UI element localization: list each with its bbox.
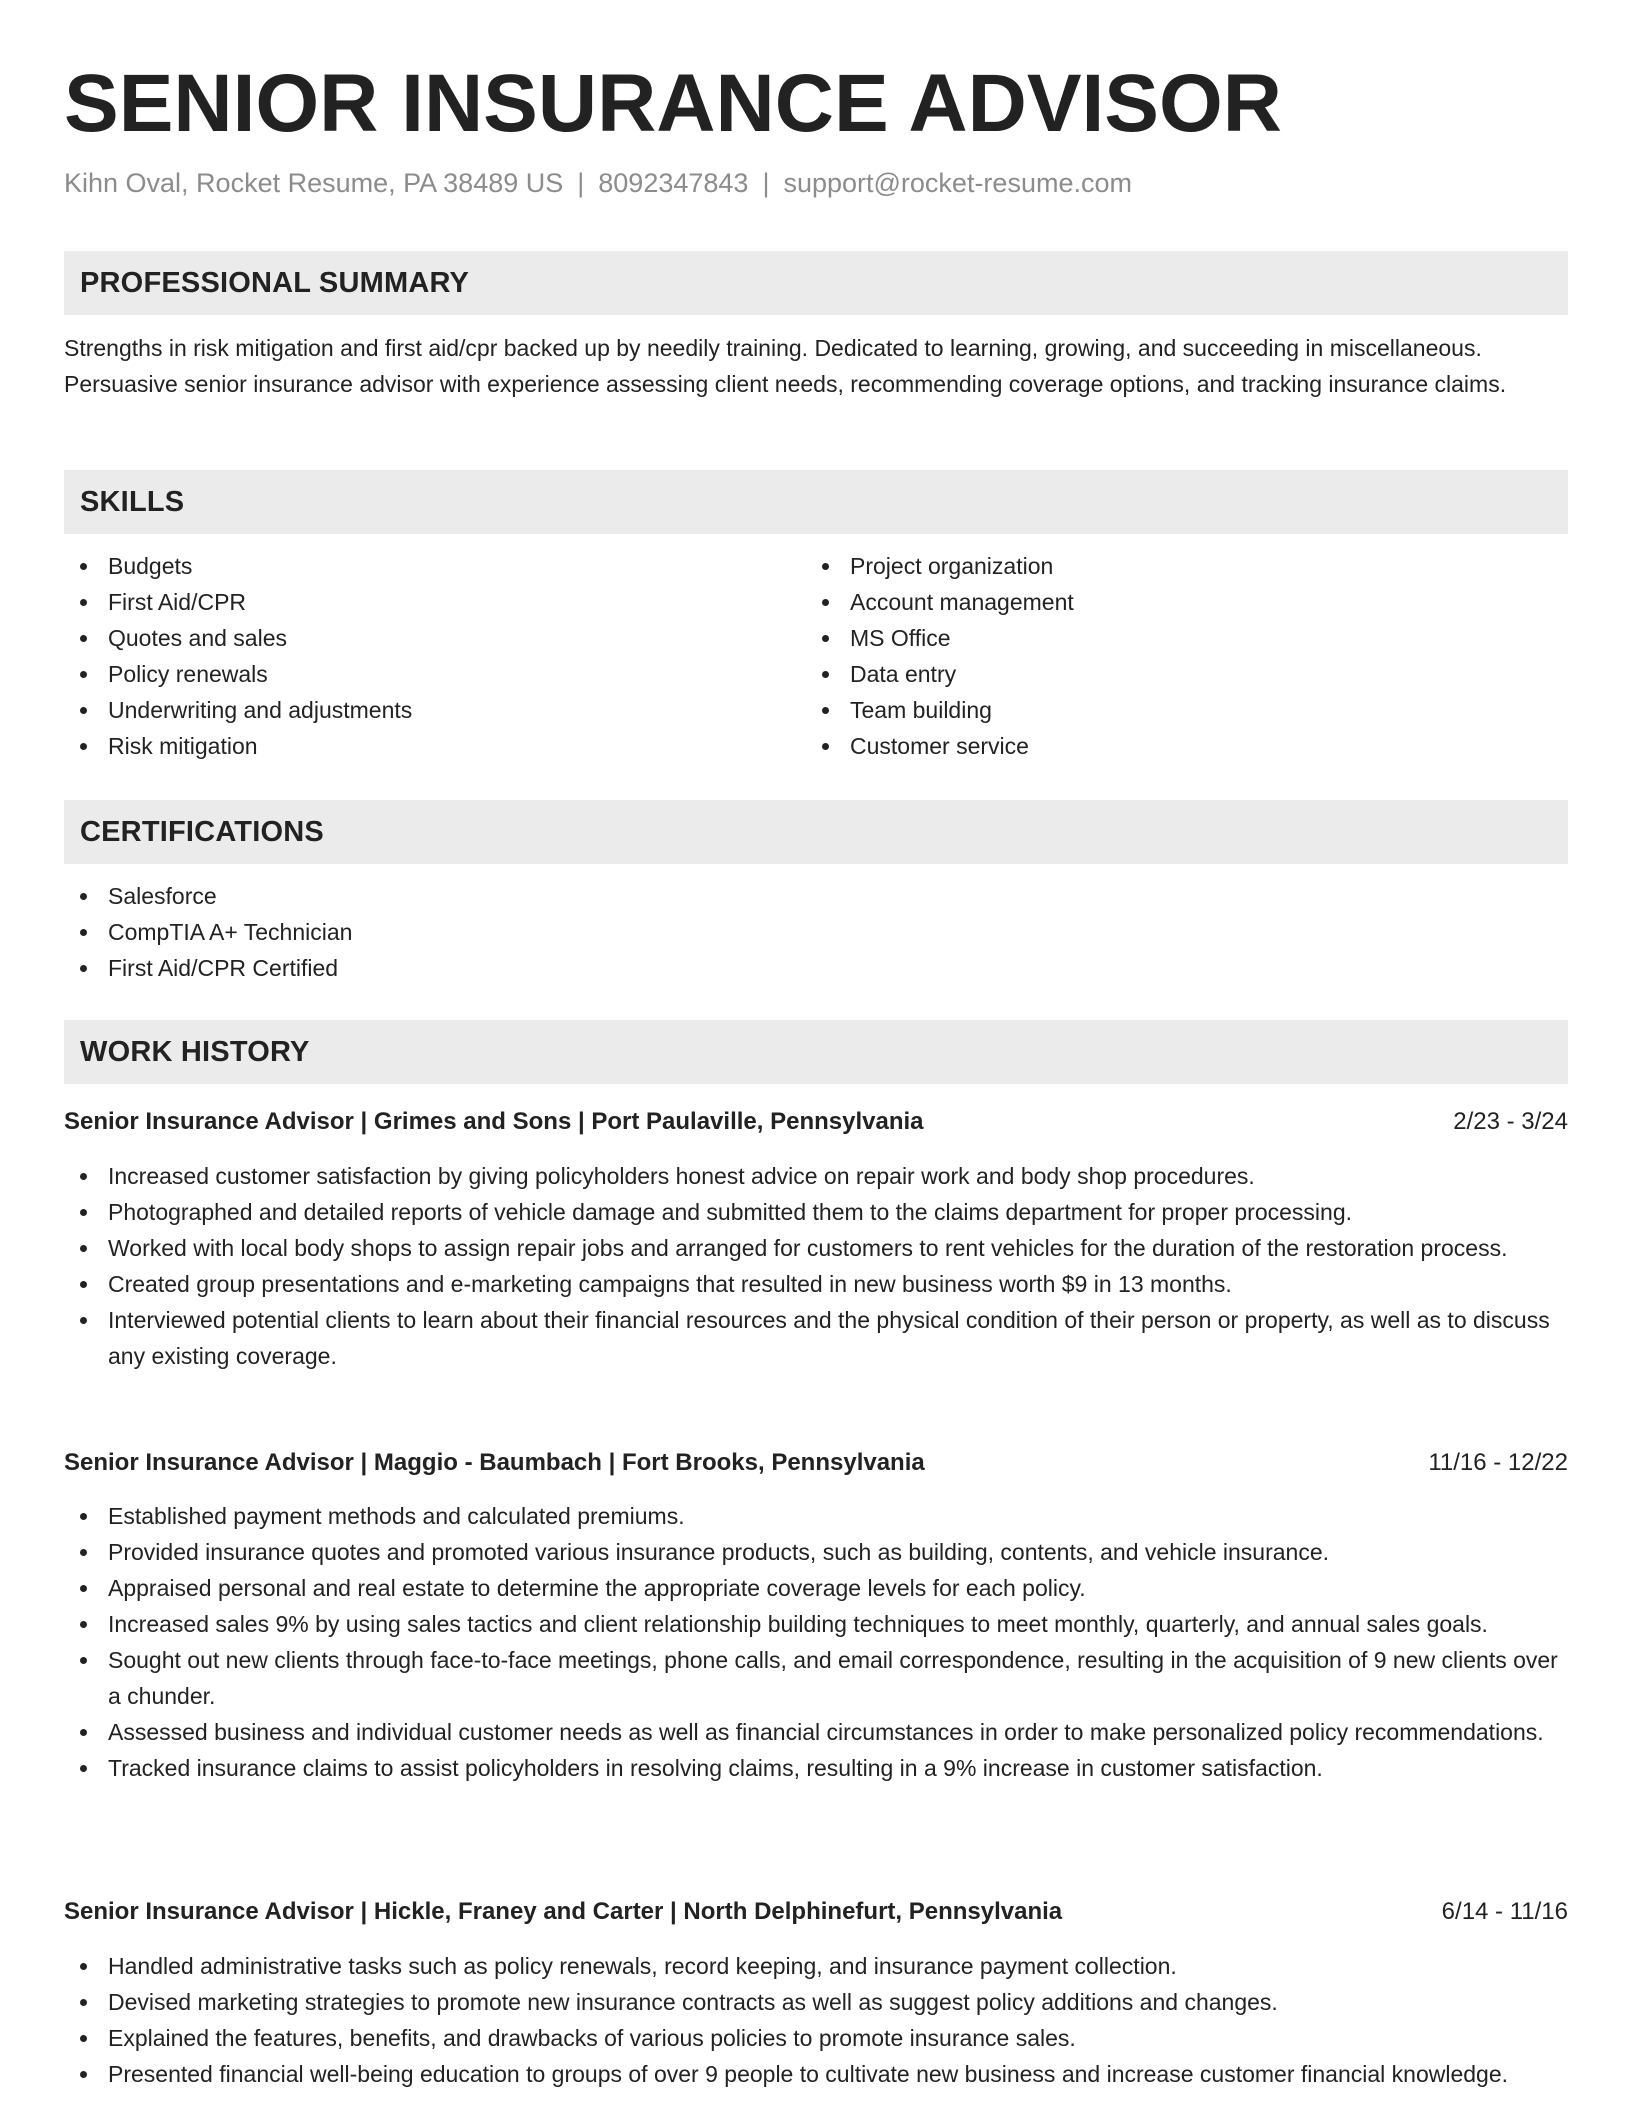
job-bullet: Sought out new clients through face-to-face meetings, phone calls, and email correspondence, resulting in the acquisition of 9 new clients over a chunder.	[64, 1642, 1568, 1714]
skills-column-left	[64, 548, 804, 764]
skill-item: Account management	[806, 584, 1546, 620]
skill-item: First Aid/CPR	[64, 584, 804, 620]
summary-text: Strengths in risk mitigation and first aid/cpr backed up by needily training. Dedicated to learning, growing, and succeeding in miscellaneous. Persuasive senior insurance advisor with experience assessing client needs, recommending coverage options, and tracking insurance claims.	[64, 335, 1507, 397]
contact-separator: |	[577, 168, 585, 198]
job-bullet: Interviewed potential clients to learn about their financial resources and the physical condition of their person or property, as well as to discuss any existing coverage.	[64, 1302, 1568, 1374]
certifications-list	[64, 878, 1568, 986]
job-bullet: Photographed and detailed reports of vehicle damage and submitted them to the claims department for proper processing.	[64, 1194, 1568, 1230]
contact-address: Kihn Oval, Rocket Resume, PA 38489 US	[64, 168, 564, 198]
skill-item: Project organization	[806, 548, 1546, 584]
job-bullet: Increased customer satisfaction by giving policyholders honest advice on repair work and body shop procedures.	[64, 1158, 1568, 1194]
section-header-work-history: WORK HISTORY	[64, 1020, 1568, 1084]
job-bullet: Explained the features, benefits, and drawbacks of various policies to promote insurance sales.	[64, 2020, 1568, 2056]
contact-phone: 8092347843	[598, 168, 749, 198]
job-bullet: Assessed business and individual customer needs as well as financial circumstances in order to make personalized policy recommendations.	[64, 1714, 1568, 1750]
contact-separator: |	[762, 168, 770, 198]
job-header	[64, 1445, 1568, 1481]
skill-item: Team building	[806, 692, 1546, 728]
certification-item: CompTIA A+ Technician	[64, 914, 1568, 950]
job-dates: 6/14 - 11/16	[1441, 1898, 1568, 1925]
job-dates: 2/23 - 3/24	[1453, 1108, 1568, 1135]
certification-item: First Aid/CPR Certified	[64, 950, 1568, 986]
job-bullet: Tracked insurance claims to assist policyholders in resolving claims, resulting in a 9% increase in customer satisfaction.	[64, 1750, 1568, 1786]
job-title: Senior Insurance Advisor | Maggio - Baumbach | Fort Brooks, Pennsylvania	[64, 1449, 925, 1476]
job-dates: 11/16 - 12/22	[1428, 1449, 1568, 1476]
job-title: Senior Insurance Advisor | Grimes and Sons | Port Paulaville, Pennsylvania	[64, 1108, 924, 1135]
job-bullets	[64, 1498, 1568, 1786]
job-bullet: Devised marketing strategies to promote new insurance contracts as well as suggest policy additions and changes.	[64, 1984, 1568, 2020]
section-header-skills: SKILLS	[64, 470, 1568, 534]
job-header	[64, 1104, 1568, 1140]
skill-item: Customer service	[806, 728, 1546, 764]
contact-email: support@rocket-resume.com	[783, 168, 1132, 198]
skill-item: MS Office	[806, 620, 1546, 656]
job-bullet: Worked with local body shops to assign repair jobs and arranged for customers to rent vehicles for the duration of the restoration process.	[64, 1230, 1568, 1266]
certification-item: Salesforce	[64, 878, 1568, 914]
job-bullet: Handled administrative tasks such as policy renewals, record keeping, and insurance payment collection.	[64, 1948, 1568, 1984]
skill-item: Data entry	[806, 656, 1546, 692]
section-header-summary: PROFESSIONAL SUMMARY	[64, 251, 1568, 315]
candidate-name: SENIOR INSURANCE ADVISOR	[64, 58, 1282, 149]
skill-item: Budgets	[64, 548, 804, 584]
job-bullet: Increased sales 9% by using sales tactics and client relationship building techniques to meet monthly, quarterly, and annual sales goals.	[64, 1606, 1568, 1642]
job-bullet: Established payment methods and calculated premiums.	[64, 1498, 1568, 1534]
job-title: Senior Insurance Advisor | Hickle, Franey and Carter | North Delphinefurt, Pennsylvania	[64, 1898, 1063, 1925]
section-header-certifications: CERTIFICATIONS	[64, 800, 1568, 864]
job-bullet: Appraised personal and real estate to determine the appropriate coverage levels for each policy.	[64, 1570, 1568, 1606]
job-bullet: Provided insurance quotes and promoted various insurance products, such as building, contents, and vehicle insurance.	[64, 1534, 1568, 1570]
skills-column-right	[806, 548, 1546, 764]
skill-item: Underwriting and adjustments	[64, 692, 804, 728]
job-bullets	[64, 1948, 1568, 2092]
skill-item: Risk mitigation	[64, 728, 804, 764]
skill-item: Policy renewals	[64, 656, 804, 692]
skill-item: Quotes and sales	[64, 620, 804, 656]
contact-line	[64, 165, 1132, 201]
job-bullets	[64, 1158, 1568, 1374]
job-bullet: Created group presentations and e-marketing campaigns that resulted in new business worth $9 in 13 months.	[64, 1266, 1568, 1302]
job-header	[64, 1894, 1568, 1930]
job-bullet: Presented financial well-being education to groups of over 9 people to cultivate new business and increase customer financial knowledge.	[64, 2056, 1568, 2092]
